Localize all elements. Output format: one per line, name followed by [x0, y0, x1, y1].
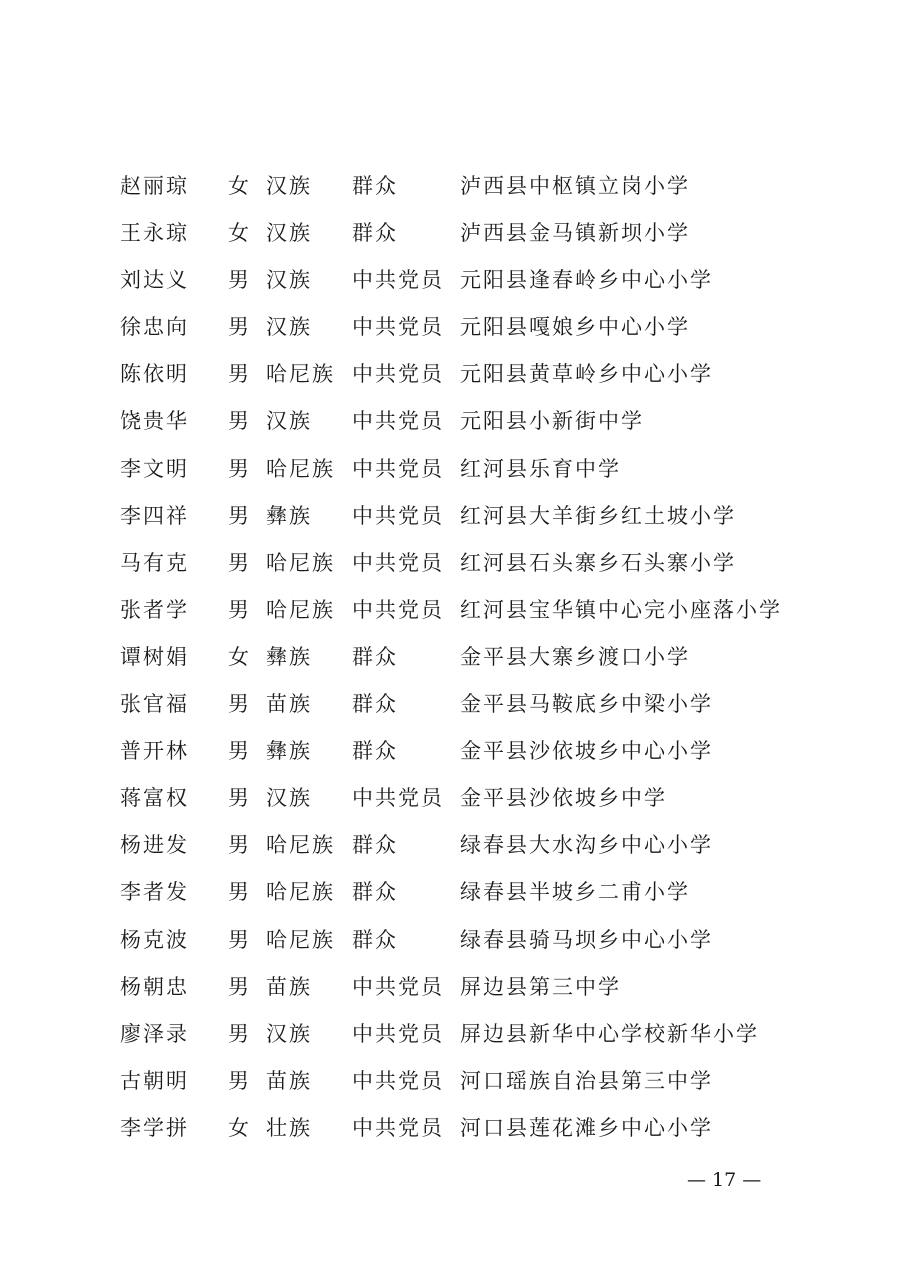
- teacher-gender: 男: [228, 880, 251, 905]
- teacher-political-status: 群众: [352, 692, 398, 717]
- teacher-school: 红河县石头寨乡石头寨小学: [460, 550, 736, 575]
- list-item: [0, 587, 900, 634]
- teacher-political-status: 中共党员: [352, 503, 444, 528]
- list-item: [0, 869, 900, 916]
- teacher-name: 杨朝忠: [120, 974, 189, 999]
- teacher-name: 普开林: [120, 739, 189, 764]
- teacher-name: 李文明: [120, 456, 189, 481]
- list-item: [0, 964, 900, 1011]
- list-item: [0, 540, 900, 587]
- list-item: [0, 775, 900, 822]
- teacher-political-status: 中共党员: [352, 362, 444, 387]
- teacher-political-status: 群众: [352, 644, 398, 669]
- teacher-gender: 男: [228, 409, 251, 434]
- teacher-gender: 男: [228, 268, 251, 293]
- teacher-name: 张官福: [120, 692, 189, 717]
- teacher-gender: 女: [228, 644, 251, 669]
- teacher-political-status: 中共党员: [352, 1068, 444, 1093]
- teacher-gender: 男: [228, 503, 251, 528]
- list-item: [0, 1058, 900, 1105]
- teacher-name: 蒋富权: [120, 786, 189, 811]
- list-item: [0, 210, 900, 257]
- list-item: [0, 917, 900, 964]
- teacher-ethnicity: 哈尼族: [266, 927, 335, 952]
- teacher-political-status: 中共党员: [352, 268, 444, 293]
- teacher-political-status: 中共党员: [352, 974, 444, 999]
- teacher-ethnicity: 哈尼族: [266, 362, 335, 387]
- teacher-gender: 男: [228, 833, 251, 858]
- teacher-school: 绿春县半坡乡二甫小学: [460, 880, 690, 905]
- teacher-school: 元阳县黄草岭乡中心小学: [460, 362, 713, 387]
- teacher-school: 金平县沙依坡乡中心小学: [460, 739, 713, 764]
- teacher-political-status: 中共党员: [352, 456, 444, 481]
- list-item: [0, 257, 900, 304]
- teacher-gender: 女: [228, 174, 251, 198]
- teacher-name: 廖泽录: [120, 1021, 189, 1046]
- teacher-gender: 男: [228, 456, 251, 481]
- list-item: [0, 446, 900, 493]
- teacher-name: 刘达义: [120, 268, 189, 293]
- teacher-gender: 男: [228, 786, 251, 811]
- teacher-political-status: 中共党员: [352, 786, 444, 811]
- teacher-political-status: 群众: [352, 739, 398, 764]
- teacher-ethnicity: 哈尼族: [266, 833, 335, 858]
- teacher-gender: 男: [228, 315, 251, 340]
- teacher-school: 泸西县金马镇新坝小学: [460, 221, 690, 246]
- teacher-name: 杨克波: [120, 927, 189, 952]
- teacher-gender: 女: [228, 1115, 251, 1140]
- teacher-gender: 男: [228, 692, 251, 717]
- teacher-name: 王永琼: [120, 221, 189, 246]
- list-item: [0, 1105, 900, 1152]
- teacher-school: 河口县莲花滩乡中心小学: [460, 1115, 713, 1140]
- teacher-ethnicity: 汉族: [266, 315, 312, 340]
- teacher-political-status: 中共党员: [352, 597, 444, 622]
- teacher-school: 屏边县新华中心学校新华小学: [460, 1021, 759, 1046]
- teacher-political-status: 群众: [352, 174, 398, 198]
- teacher-ethnicity: 哈尼族: [266, 456, 335, 481]
- list-item: [0, 634, 900, 681]
- teacher-school: 元阳县嘎娘乡中心小学: [460, 315, 690, 340]
- teacher-gender: 男: [228, 739, 251, 764]
- teacher-ethnicity: 汉族: [266, 1021, 312, 1046]
- teacher-name: 李四祥: [120, 503, 189, 528]
- teacher-political-status: 群众: [352, 221, 398, 246]
- teacher-name: 徐忠向: [120, 315, 189, 340]
- teacher-ethnicity: 哈尼族: [266, 880, 335, 905]
- teacher-school: 元阳县逢春岭乡中心小学: [460, 268, 713, 293]
- teacher-school: 泸西县中枢镇立岗小学: [460, 174, 690, 198]
- teacher-ethnicity: 汉族: [266, 409, 312, 434]
- teacher-gender: 男: [228, 1021, 251, 1046]
- teacher-school: 红河县宝华镇中心完小座落小学: [460, 597, 782, 622]
- teacher-name: 杨进发: [120, 833, 189, 858]
- teacher-gender: 男: [228, 362, 251, 387]
- teacher-ethnicity: 壮族: [266, 1115, 312, 1140]
- list-item: [0, 398, 900, 445]
- teacher-school: 红河县大羊街乡红土坡小学: [460, 503, 736, 528]
- teacher-gender: 男: [228, 550, 251, 575]
- teacher-roster-list: [0, 163, 900, 1152]
- teacher-school: 绿春县骑马坝乡中心小学: [460, 927, 713, 952]
- teacher-school: 金平县大寨乡渡口小学: [460, 644, 690, 669]
- teacher-gender: 男: [228, 974, 251, 999]
- list-item: [0, 351, 900, 398]
- teacher-ethnicity: 汉族: [266, 268, 312, 293]
- teacher-political-status: 群众: [352, 833, 398, 858]
- teacher-ethnicity: 苗族: [266, 974, 312, 999]
- teacher-ethnicity: 苗族: [266, 1068, 312, 1093]
- teacher-ethnicity: 汉族: [266, 174, 312, 198]
- teacher-ethnicity: 彝族: [266, 503, 312, 528]
- list-item: [0, 163, 900, 210]
- teacher-school: 金平县沙依坡乡中学: [460, 786, 667, 811]
- teacher-school: 红河县乐育中学: [460, 456, 621, 481]
- teacher-school: 河口瑶族自治县第三中学: [460, 1068, 713, 1093]
- teacher-name: 谭树娟: [120, 644, 189, 669]
- teacher-ethnicity: 彝族: [266, 644, 312, 669]
- teacher-name: 马有克: [120, 550, 189, 575]
- teacher-name: 陈依明: [120, 362, 189, 387]
- teacher-school: 绿春县大水沟乡中心小学: [460, 833, 713, 858]
- teacher-political-status: 中共党员: [352, 1021, 444, 1046]
- teacher-school: 屏边县第三中学: [460, 974, 621, 999]
- teacher-gender: 男: [228, 1068, 251, 1093]
- page-number: — 17 —: [687, 1169, 762, 1191]
- teacher-ethnicity: 苗族: [266, 692, 312, 717]
- teacher-gender: 男: [228, 927, 251, 952]
- teacher-political-status: 中共党员: [352, 550, 444, 575]
- teacher-political-status: 群众: [352, 927, 398, 952]
- teacher-school: 金平县马鞍底乡中梁小学: [460, 692, 713, 717]
- teacher-political-status: 中共党员: [352, 409, 444, 434]
- teacher-name: 李学拼: [120, 1115, 189, 1140]
- list-item: [0, 493, 900, 540]
- teacher-ethnicity: 哈尼族: [266, 550, 335, 575]
- teacher-gender: 女: [228, 221, 251, 246]
- teacher-ethnicity: 汉族: [266, 221, 312, 246]
- list-item: [0, 822, 900, 869]
- teacher-political-status: 中共党员: [352, 1115, 444, 1140]
- teacher-ethnicity: 哈尼族: [266, 597, 335, 622]
- list-item: [0, 304, 900, 351]
- teacher-ethnicity: 汉族: [266, 786, 312, 811]
- teacher-political-status: 中共党员: [352, 315, 444, 340]
- teacher-name: 古朝明: [120, 1068, 189, 1093]
- list-item: [0, 681, 900, 728]
- teacher-school: 元阳县小新街中学: [460, 409, 644, 434]
- list-item: [0, 1011, 900, 1058]
- teacher-name: 赵丽琼: [120, 174, 189, 198]
- list-item: [0, 728, 900, 775]
- teacher-name: 饶贵华: [120, 409, 189, 434]
- teacher-political-status: 群众: [352, 880, 398, 905]
- teacher-name: 张者学: [120, 597, 189, 622]
- teacher-ethnicity: 彝族: [266, 739, 312, 764]
- teacher-name: 李者发: [120, 880, 189, 905]
- teacher-gender: 男: [228, 597, 251, 622]
